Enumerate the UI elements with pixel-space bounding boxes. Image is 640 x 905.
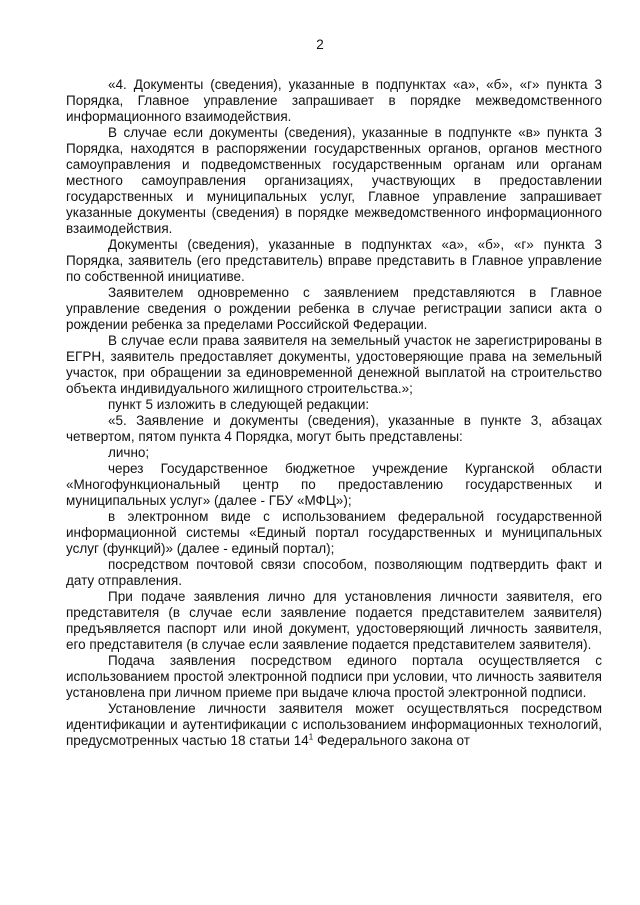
paragraph-2: В случае если документы (сведения), указанные в подпункте «в» пункта 3 Порядка, находятся в распоряжении государственных органов, органов местного самоуправления и подведомственных государственным органам или органам местного самоуправления организациях, участвующих в предоставлении государственных и муниципальных услуг, Главное управление запрашивает указанные документы (сведения) в порядке межведомственного информационного взаимодействия. — [66, 125, 602, 236]
paragraph-9: через Государственное бюджетное учреждение Курганской области «Многофункциональный центр по предоставлению государственных и муниципальных услуг» (далее - ГБУ «МФЦ»); — [66, 461, 602, 508]
paragraph-13: Подача заявления посредством единого портала осуществляется с использованием простой электронной подписи при условии, что личность заявителя установлена при личном приеме при выдаче ключа простой электронной подписи. — [66, 653, 602, 700]
paragraph-1: «4. Документы (сведения), указанные в подпунктах «а», «б», «г» пункта 3 Порядка, Главное управление запрашивает в порядке межведомственного информационного взаимодействия. — [66, 77, 602, 124]
paragraph-3: Документы (сведения), указанные в подпунктах «а», «б», «г» пункта 3 Порядка, заявитель (его представитель) вправе представить в Главное управление по собственной инициативе. — [66, 237, 602, 284]
paragraph-4: Заявителем одновременно с заявлением представляются в Главное управление сведения о рождении ребенка в случае регистрации записи акта о рождении ребенка за пределами Российской Федерации. — [66, 285, 602, 332]
paragraph-14-tail: Федерального закона от — [313, 733, 470, 748]
paragraph-6: пункт 5 изложить в следующей редакции: — [108, 397, 370, 412]
document-body — [66, 77, 602, 749]
paragraph-7: «5. Заявление и документы (сведения), указанные в пункте 3, абзацах четвертом, пятом пункта 4 Порядка, могут быть представлены: — [66, 413, 602, 444]
paragraph-12: При подаче заявления лично для установления личности заявителя, его представителя (в случае если заявление подается представителем заявителя) предъявляется паспорт или иной документ, удостоверяющий личность заявителя, его представителя (в случае если заявление подается представителем заявителя). — [66, 589, 602, 652]
paragraph-14-text: Установление личности заявителя может осуществляться посредством идентификации и аутентификации с использованием информационных технологий, предусмотренных частью 18 статьи 14 — [66, 701, 602, 748]
paragraph-10: в электронном виде с использованием федеральной государственной информационной системы «Единый портал государственных и муниципальных услуг (функций)» (далее - единый портал); — [66, 509, 602, 556]
paragraph-8: лично; — [108, 445, 150, 460]
paragraph-11: посредством почтовой связи способом, позволяющим подтвердить факт и дату отправления. — [66, 557, 602, 588]
page-number: 2 — [316, 37, 324, 52]
paragraph-5: В случае если права заявителя на земельный участок не зарегистрированы в ЕГРН, заявитель предоставляет документы, удостоверяющие права на земельный участок, при обращении за единовременной денежной выплатой на строительство объекта индивидуального жилищного строительства.»; — [66, 333, 602, 396]
footnote-superscript: 1 — [308, 732, 314, 742]
paragraph-14 — [66, 701, 602, 749]
